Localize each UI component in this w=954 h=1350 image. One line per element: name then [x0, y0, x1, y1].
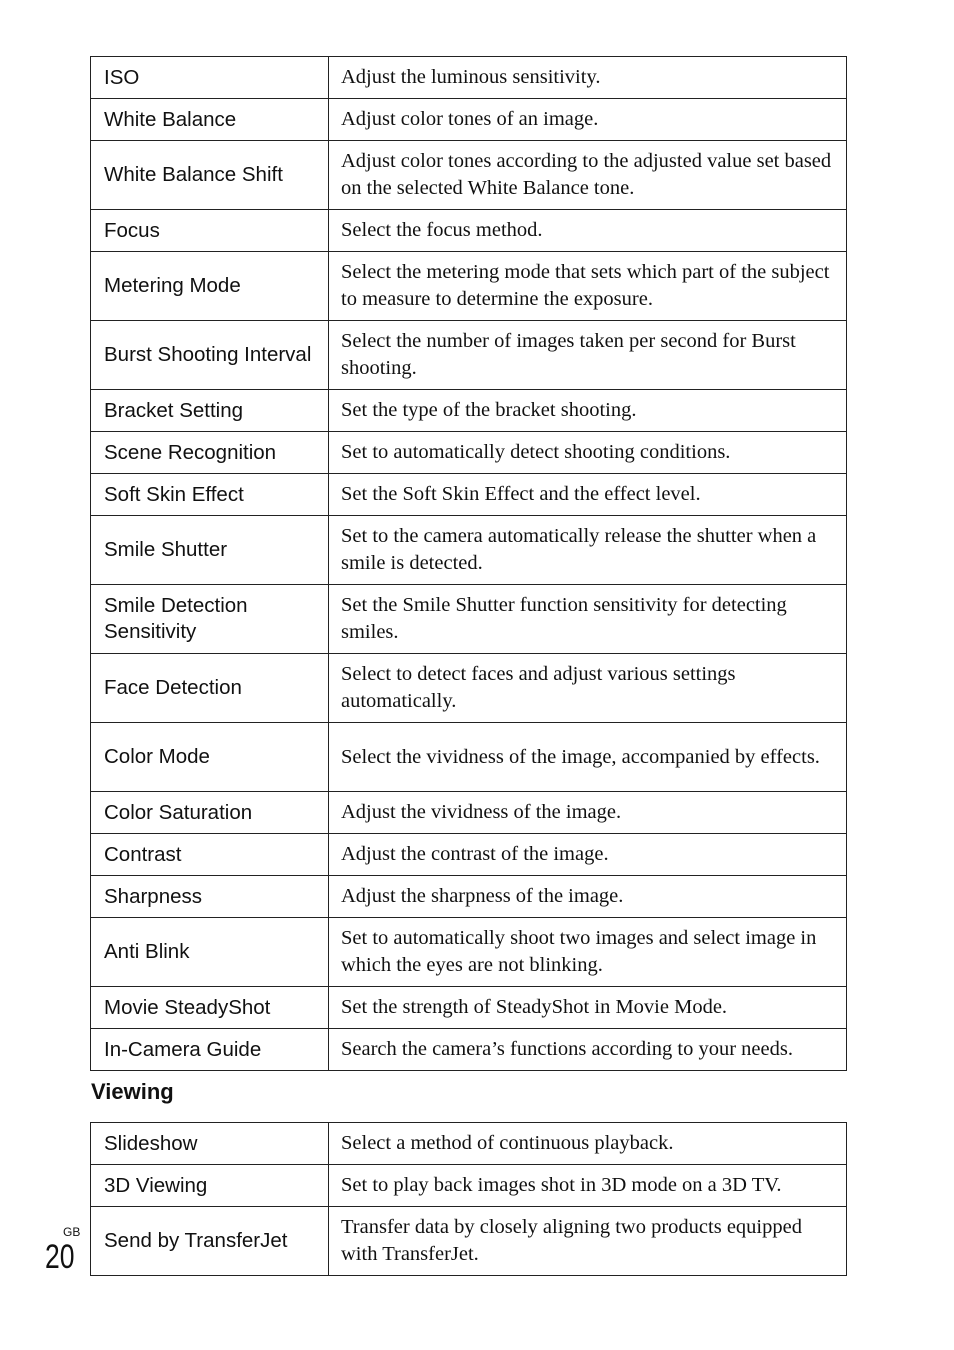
setting-description: Set to play back images shot in 3D mode on a 3D TV. — [329, 1165, 847, 1207]
setting-name: Slideshow — [91, 1123, 329, 1165]
setting-description: Set the type of the bracket shooting. — [329, 390, 847, 432]
setting-name: Bracket Setting — [91, 390, 329, 432]
setting-name: Metering Mode — [91, 252, 329, 321]
table-row — [91, 99, 847, 141]
setting-name: Contrast — [91, 834, 329, 876]
setting-name: White Balance — [91, 99, 329, 141]
setting-name: Scene Recognition — [91, 432, 329, 474]
setting-description: Adjust color tones according to the adjusted value set based on the selected White Balance tone. — [329, 141, 847, 210]
setting-description: Adjust the luminous sensitivity. — [329, 57, 847, 99]
setting-name: Face Detection — [91, 654, 329, 723]
table-row — [91, 516, 847, 585]
setting-name: ISO — [91, 57, 329, 99]
setting-description: Adjust the vividness of the image. — [329, 792, 847, 834]
setting-name: Anti Blink — [91, 918, 329, 987]
table-row — [91, 1123, 847, 1165]
setting-description: Set the strength of SteadyShot in Movie Mode. — [329, 987, 847, 1029]
page-region-code: GB — [63, 1225, 81, 1239]
table-row — [91, 57, 847, 99]
setting-name: White Balance Shift — [91, 141, 329, 210]
setting-description: Transfer data by closely aligning two products equipped with TransferJet. — [329, 1207, 847, 1276]
setting-name: Burst Shooting Interval — [91, 321, 329, 390]
setting-name: Soft Skin Effect — [91, 474, 329, 516]
setting-description: Select to detect faces and adjust various settings automatically. — [329, 654, 847, 723]
setting-name: Focus — [91, 210, 329, 252]
setting-description: Select the focus method. — [329, 210, 847, 252]
setting-name: Color Saturation — [91, 792, 329, 834]
table-row — [91, 474, 847, 516]
setting-description: Set to the camera automatically release the shutter when a smile is detected. — [329, 516, 847, 585]
table-row — [91, 321, 847, 390]
setting-description: Select the metering mode that sets which part of the subject to measure to determine the exposure. — [329, 252, 847, 321]
table-row — [91, 252, 847, 321]
table-row — [91, 1165, 847, 1207]
table-row — [91, 876, 847, 918]
setting-description: Adjust color tones of an image. — [329, 99, 847, 141]
setting-description: Search the camera’s functions according to your needs. — [329, 1029, 847, 1071]
setting-name: 3D Viewing — [91, 1165, 329, 1207]
setting-name: Smile Shutter — [91, 516, 329, 585]
table-row — [91, 918, 847, 987]
viewing-table — [90, 1122, 847, 1276]
table-row — [91, 390, 847, 432]
setting-description: Select the vividness of the image, accompanied by effects. — [329, 723, 847, 792]
page-number: 20 — [45, 1238, 75, 1276]
table-row — [91, 987, 847, 1029]
section-heading-viewing: Viewing — [91, 1079, 174, 1104]
setting-description: Set to automatically shoot two images and select image in which the eyes are not blinking. — [329, 918, 847, 987]
table-row — [91, 585, 847, 654]
setting-name: Send by TransferJet — [91, 1207, 329, 1276]
setting-description: Adjust the sharpness of the image. — [329, 876, 847, 918]
table-row — [91, 1207, 847, 1276]
table-row — [91, 654, 847, 723]
table-row — [91, 792, 847, 834]
setting-name: Sharpness — [91, 876, 329, 918]
table-row — [91, 723, 847, 792]
table-row — [91, 834, 847, 876]
setting-description: Set to automatically detect shooting conditions. — [329, 432, 847, 474]
setting-name: Smile Detection Sensitivity — [91, 585, 329, 654]
settings-table — [90, 56, 847, 1071]
setting-name: Color Mode — [91, 723, 329, 792]
setting-name: In-Camera Guide — [91, 1029, 329, 1071]
table-row — [91, 432, 847, 474]
setting-description: Select the number of images taken per second for Burst shooting. — [329, 321, 847, 390]
setting-description: Set the Smile Shutter function sensitivity for detecting smiles. — [329, 585, 847, 654]
table-row — [91, 141, 847, 210]
setting-description: Select a method of continuous playback. — [329, 1123, 847, 1165]
setting-description: Set the Soft Skin Effect and the effect level. — [329, 474, 847, 516]
table-row — [91, 1029, 847, 1071]
setting-name: Movie SteadyShot — [91, 987, 329, 1029]
table-row — [91, 210, 847, 252]
setting-description: Adjust the contrast of the image. — [329, 834, 847, 876]
